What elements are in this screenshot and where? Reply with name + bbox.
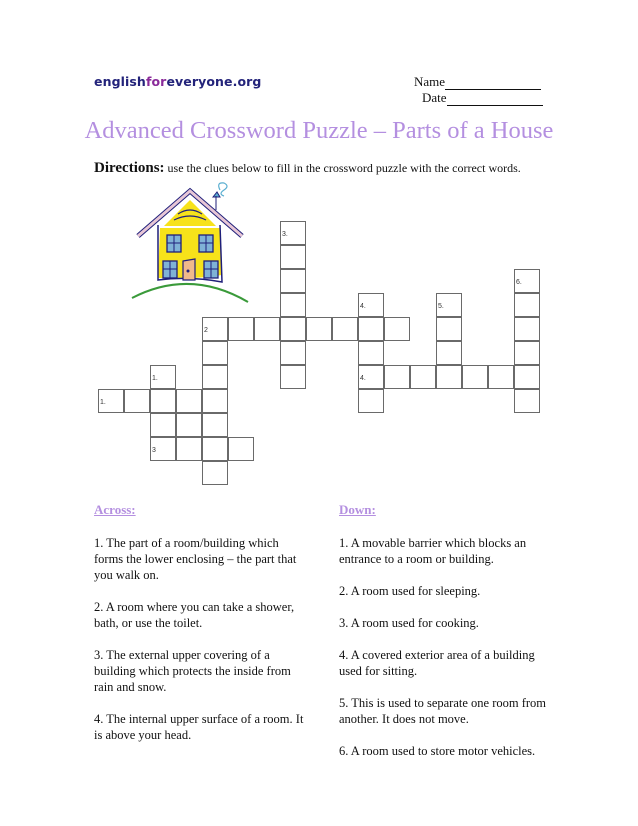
crossword-cell[interactable]: [202, 437, 228, 461]
crossword-cell[interactable]: [436, 317, 462, 341]
crossword-cell[interactable]: [176, 437, 202, 461]
crossword-cell[interactable]: [124, 389, 150, 413]
crossword-cell[interactable]: [280, 293, 306, 317]
crossword-cell[interactable]: [150, 365, 176, 389]
crossword-cell[interactable]: [358, 389, 384, 413]
clue-number: 5.: [438, 303, 444, 310]
logo-part-for: for: [145, 74, 167, 89]
date-label: Date: [422, 90, 447, 105]
crossword-cell[interactable]: [280, 341, 306, 365]
crossword-cell[interactable]: [514, 365, 540, 389]
crossword-cell[interactable]: [280, 245, 306, 269]
clue-number: 1.: [152, 375, 158, 382]
across-clue-1: 1. The part of a room/building which forms the lower enclosing – the part that you walk on.: [94, 536, 297, 582]
crossword-cell[interactable]: [384, 317, 410, 341]
crossword-cell[interactable]: [202, 389, 228, 413]
across-clue-2: 2. A room where you can take a shower, bath, or use the toilet.: [94, 600, 295, 630]
across-clue-3: 3. The external upper covering of a building which protects the inside from rain and snow.: [94, 648, 291, 694]
crossword-cell[interactable]: [150, 413, 176, 437]
clue-number: 1.: [100, 399, 106, 406]
crossword-cell[interactable]: [176, 413, 202, 437]
crossword-cell[interactable]: [514, 269, 540, 293]
crossword-cell[interactable]: [202, 461, 228, 485]
crossword-cell[interactable]: [358, 365, 384, 389]
crossword-cell[interactable]: [280, 365, 306, 389]
down-clue-1: 1. A movable barrier which blocks an entrance to a room or building.: [339, 536, 527, 566]
down-heading: Down:: [339, 502, 376, 517]
down-clues: [339, 502, 554, 775]
clue-number: 3.: [282, 231, 288, 238]
crossword-cell[interactable]: [514, 317, 540, 341]
crossword-cell[interactable]: [436, 293, 462, 317]
crossword-cell[interactable]: [358, 341, 384, 365]
down-clue-5: 5. This is used to separate one room from another. It does not move.: [339, 696, 547, 726]
crossword-cell[interactable]: [410, 365, 436, 389]
crossword-cell[interactable]: [280, 221, 306, 245]
clue-number: 2: [204, 327, 208, 334]
crossword-cell[interactable]: [228, 317, 254, 341]
directions: [94, 160, 521, 177]
across-heading: Across:: [94, 502, 136, 517]
crossword-cell[interactable]: [98, 389, 124, 413]
crossword-cell[interactable]: [306, 317, 332, 341]
crossword-cell[interactable]: [150, 389, 176, 413]
crossword-cell[interactable]: [280, 317, 306, 341]
clue-number: 3: [152, 447, 156, 454]
crossword-cell[interactable]: [384, 365, 410, 389]
date-line: [414, 90, 543, 106]
crossword-cell[interactable]: [202, 365, 228, 389]
site-logo: [94, 74, 261, 89]
crossword-cell[interactable]: [280, 269, 306, 293]
name-line: [414, 74, 543, 90]
crossword-cell[interactable]: [202, 413, 228, 437]
down-clue-3: 3. A room used for cooking.: [339, 616, 479, 630]
crossword-cell[interactable]: [514, 293, 540, 317]
clue-number: 6.: [516, 279, 522, 286]
crossword-cell[interactable]: [436, 341, 462, 365]
crossword-cell[interactable]: [358, 317, 384, 341]
logo-part-english: english: [94, 74, 146, 89]
date-field[interactable]: [447, 92, 543, 106]
crossword-cell[interactable]: [488, 365, 514, 389]
crossword-cell[interactable]: [202, 317, 228, 341]
directions-label: Directions:: [94, 160, 165, 176]
crossword-cell[interactable]: [514, 389, 540, 413]
down-clue-6: 6. A room used to store motor vehicles.: [339, 744, 536, 758]
crossword-cell[interactable]: [228, 437, 254, 461]
crossword-cell[interactable]: [176, 389, 202, 413]
clue-number: 4.: [360, 375, 366, 382]
clue-number: 4.: [360, 303, 366, 310]
down-clue-4: 4. A covered exterior area of a building used for sitting.: [339, 648, 535, 678]
directions-text: use the clues below to fill in the crossword puzzle with the correct words.: [164, 161, 521, 175]
down-clue-2: 2. A room used for sleeping.: [339, 584, 481, 598]
house-icon: [120, 180, 260, 305]
page-title: Advanced Crossword Puzzle – Parts of a House: [84, 117, 554, 144]
crossword-cell[interactable]: [202, 341, 228, 365]
crossword-cell[interactable]: [462, 365, 488, 389]
crossword-cell[interactable]: [332, 317, 358, 341]
crossword-cell[interactable]: [150, 437, 176, 461]
name-label: Name: [414, 74, 446, 89]
crossword-cell[interactable]: [254, 317, 280, 341]
logo-part-everyone: everyone.org: [166, 74, 262, 89]
crossword-cell[interactable]: [514, 341, 540, 365]
name-date-box: [414, 74, 543, 106]
crossword-cell[interactable]: [358, 293, 384, 317]
across-clues: [94, 502, 309, 759]
crossword-cell[interactable]: [436, 365, 462, 389]
across-clue-4: 4. The internal upper surface of a room. It is above your head.: [94, 712, 304, 742]
name-field[interactable]: [445, 76, 541, 90]
